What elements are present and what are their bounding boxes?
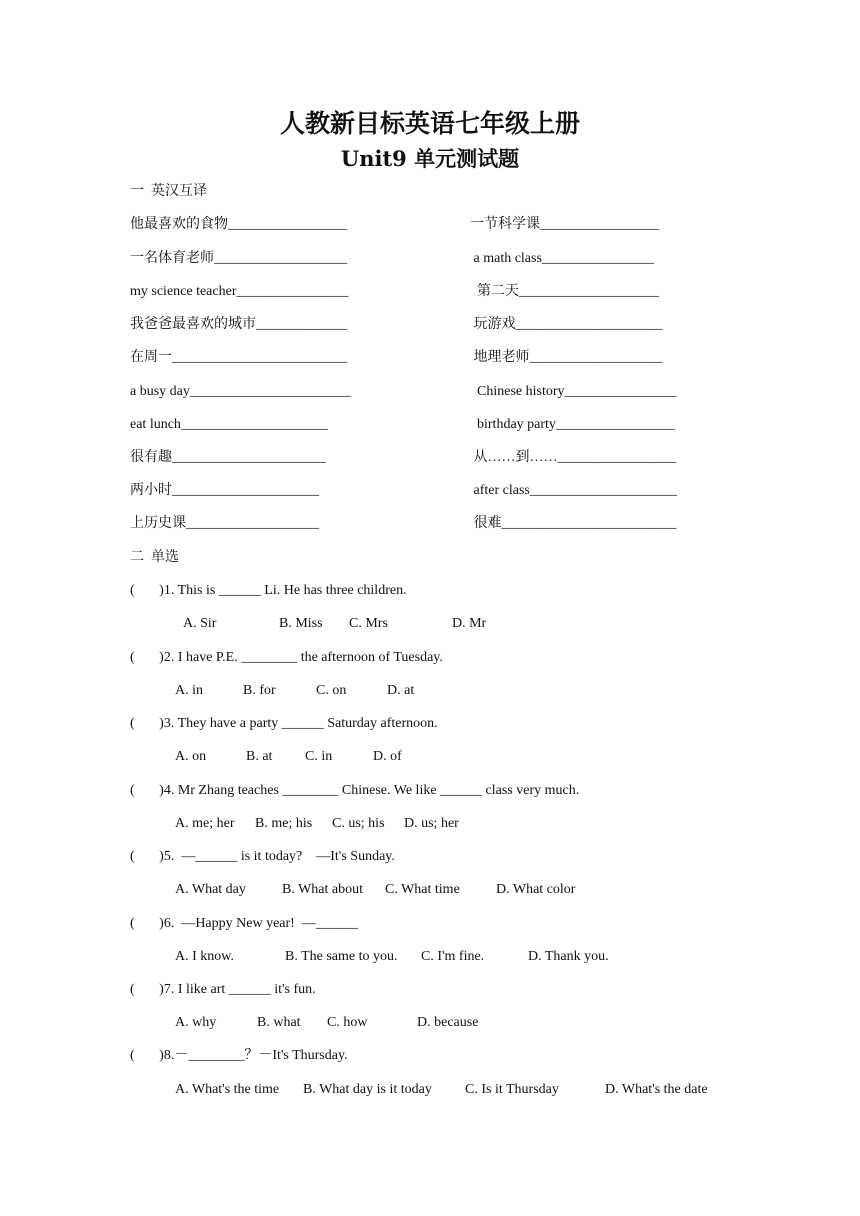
translation-item: 很有趣______________________ — [130, 450, 326, 465]
translation-item: 一节科学课_________________ — [470, 217, 659, 232]
translation-item: 很难_________________________ — [470, 516, 677, 531]
document-title: 人教新目标英语七年级上册 — [279, 109, 580, 138]
option-c: C. Is it Thursday — [465, 1082, 559, 1097]
translation-item: 他最喜欢的食物_________________ — [130, 217, 347, 232]
option-b: B. what — [257, 1015, 301, 1030]
question-stem: ( )5. —______ is it today? —It's Sunday. — [130, 849, 395, 864]
option-d: D. us; her — [404, 816, 459, 831]
document-subtitle: Unit9 单元测试题 — [340, 146, 520, 171]
option-a: A. What's the time — [175, 1082, 280, 1097]
section-heading-choice: 二 单选 — [130, 550, 179, 565]
option-d: D. Mr — [452, 616, 487, 631]
translation-item: 两小时_____________________ — [130, 483, 319, 498]
translation-item: 从……到……_________________ — [470, 450, 677, 465]
option-a: A. on — [175, 749, 207, 764]
option-a: A. in — [175, 683, 203, 698]
translation-item: a math class________________ — [470, 251, 654, 266]
question-stem: ( )1. This is ______ Li. He has three children. — [130, 583, 407, 598]
translation-item: eat lunch_____________________ — [130, 417, 328, 432]
translation-item: birthday party_________________ — [470, 417, 675, 432]
translation-item: 在周一_________________________ — [130, 350, 347, 365]
option-b: B. What day is it today — [303, 1082, 432, 1097]
question-stem: ( )2. I have P.E. ________ the afternoon of Tuesday. — [130, 650, 443, 665]
option-b: B. What about — [282, 882, 364, 897]
option-a: A. why — [175, 1015, 217, 1030]
translation-item: 地理老师___________________ — [470, 350, 663, 365]
option-c: C. in — [305, 749, 333, 764]
option-b: B. for — [243, 683, 276, 698]
translation-item: 第二天____________________ — [470, 284, 659, 299]
option-c: C. us; his — [332, 816, 385, 831]
option-c: C. on — [316, 683, 347, 698]
option-d: D. Thank you. — [528, 949, 609, 964]
question-stem: ( )8.－________？－It's Thursday. — [130, 1048, 348, 1063]
question-stem: ( )7. I like art ______ it's fun. — [130, 982, 316, 997]
option-a: A. I know. — [175, 949, 234, 964]
option-a: A. What day — [175, 882, 246, 897]
option-d: D. at — [387, 683, 415, 698]
translation-item: 我爸爸最喜欢的城市_____________ — [130, 317, 347, 332]
translation-item: my science teacher________________ — [130, 284, 349, 299]
option-b: B. The same to you. — [285, 949, 398, 964]
option-c: C. What time — [385, 882, 460, 897]
option-b: B. at — [246, 749, 273, 764]
translation-item: 一名体育老师___________________ — [130, 251, 347, 266]
translation-item: 上历史课___________________ — [130, 516, 319, 531]
question-stem: ( )6. —Happy New year! —______ — [130, 916, 358, 931]
translation-item: Chinese history________________ — [470, 384, 677, 399]
section-heading-translation: 一 英汉互译 — [130, 184, 207, 199]
option-c: C. Mrs — [349, 616, 388, 631]
option-a: A. me; her — [175, 816, 235, 831]
option-d: D. of — [373, 749, 402, 764]
option-b: B. me; his — [255, 816, 313, 831]
option-c: C. how — [327, 1015, 368, 1030]
question-stem: ( )3. They have a party ______ Saturday afternoon. — [130, 716, 438, 731]
question-stem: ( )4. Mr Zhang teaches ________ Chinese. We like ______ class very much. — [130, 783, 580, 798]
option-d: D. What's the date — [605, 1082, 708, 1097]
option-d: D. because — [417, 1015, 479, 1030]
translation-item: a busy day_______________________ — [130, 384, 351, 399]
option-a: A. Sir — [183, 616, 217, 631]
option-d: D. What color — [496, 882, 576, 897]
option-c: C. I'm fine. — [421, 949, 485, 964]
option-b: B. Miss — [279, 616, 323, 631]
translation-item: after class_____________________ — [470, 483, 677, 498]
translation-item: 玩游戏_____________________ — [470, 317, 663, 332]
